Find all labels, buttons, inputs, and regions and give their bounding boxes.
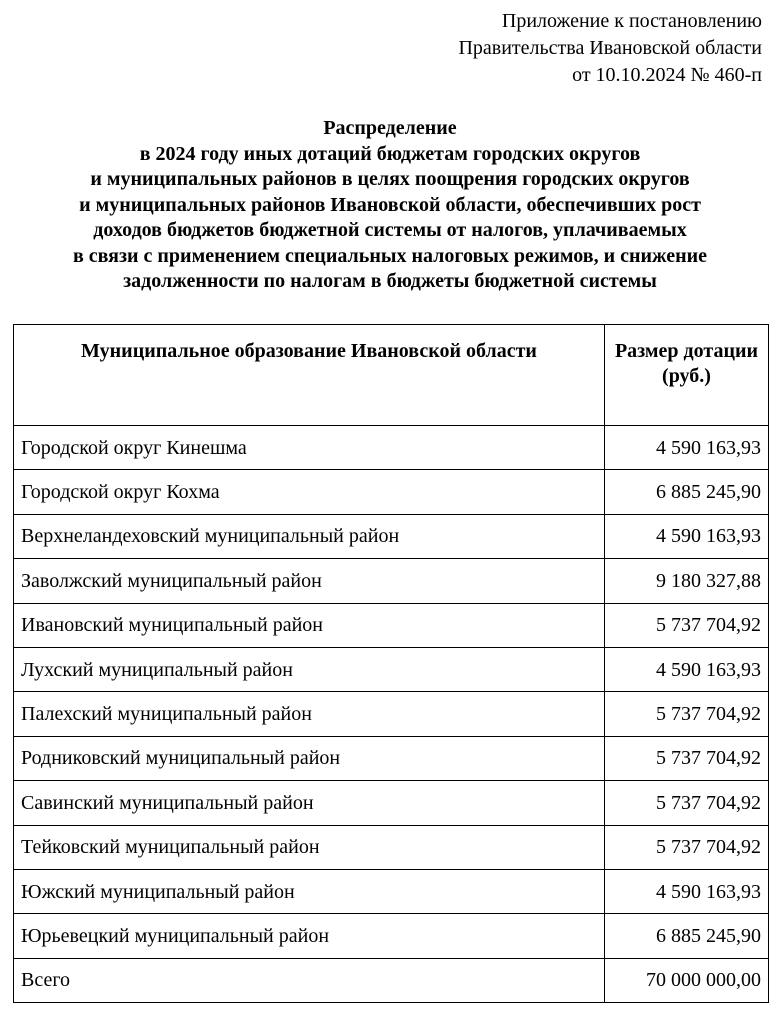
table-header-row [14,325,769,426]
subsidy-amount: 70 000 000,00 [605,958,769,1002]
municipality-name: Заволжский муниципальный район [14,559,605,603]
header-line: Правительства Ивановской области [458,37,762,59]
table-row [14,559,769,603]
subsidy-amount: 4 590 163,93 [605,426,769,470]
table-row [14,825,769,869]
subsidy-amount: 5 737 704,92 [605,825,769,869]
table-row [14,914,769,958]
subsidy-table [13,324,769,1003]
municipality-name: Палехский муниципальный район [14,692,605,736]
title-line: и муниципальных районов Ивановской области, обеспечивших рост [79,193,701,216]
subsidy-amount: 5 737 704,92 [605,736,769,780]
subsidy-amount: 5 737 704,92 [605,603,769,647]
municipality-name: Лухский муниципальный район [14,647,605,691]
subsidy-amount: 4 590 163,93 [605,869,769,913]
table-row [14,781,769,825]
municipality-name: Южский муниципальный район [14,869,605,913]
subsidy-amount: 5 737 704,92 [605,692,769,736]
title-line: Распределение [323,117,457,139]
appendix-header [458,8,762,89]
municipality-name: Городской округ Кинешма [14,426,605,470]
table-row [14,514,769,558]
table-row [14,647,769,691]
subsidy-amount: 6 885 245,90 [605,470,769,514]
total-row [14,958,769,1002]
municipality-name: Родниковский муниципальный район [14,736,605,780]
column-header-municipality: Муниципальное образование Ивановской области [14,325,605,426]
header-line: от 10.10.2024 № 460-п [572,64,762,86]
municipality-name: Юрьевецкий муниципальный район [14,914,605,958]
municipality-name: Городской округ Кохма [14,470,605,514]
table-row [14,869,769,913]
title-line: в связи с применением специальных налоговых режимов, и снижение [72,244,708,267]
table-row [14,603,769,647]
municipality-name: Верхнеландеховский муниципальный район [14,514,605,558]
municipality-name: Ивановский муниципальный район [14,603,605,647]
title-line: задолженности по налогам в бюджеты бюджетной системы [123,270,657,292]
subsidy-amount: 5 737 704,92 [605,781,769,825]
subsidy-amount: 4 590 163,93 [605,647,769,691]
document-title [0,116,780,295]
title-line: доходов бюджетов бюджетной системы от налогов, уплачиваемых [93,219,687,241]
table-row [14,470,769,514]
title-line: и муниципальных районов в целях поощрения городских округов [90,168,690,190]
table-row [14,736,769,780]
subsidy-amount: 4 590 163,93 [605,514,769,558]
municipality-name: Всего [14,958,605,1002]
subsidy-amount: 9 180 327,88 [605,559,769,603]
table-row [14,426,769,470]
municipality-name: Тейковский муниципальный район [14,825,605,869]
column-header-amount: Размер дотации (руб.) [605,325,769,426]
table-row [14,692,769,736]
title-line: в 2024 году иных дотаций бюджетам городских округов [139,142,641,165]
subsidy-amount: 6 885 245,90 [605,914,769,958]
header-line: Приложение к постановлению [501,10,762,32]
municipality-name: Савинский муниципальный район [14,781,605,825]
